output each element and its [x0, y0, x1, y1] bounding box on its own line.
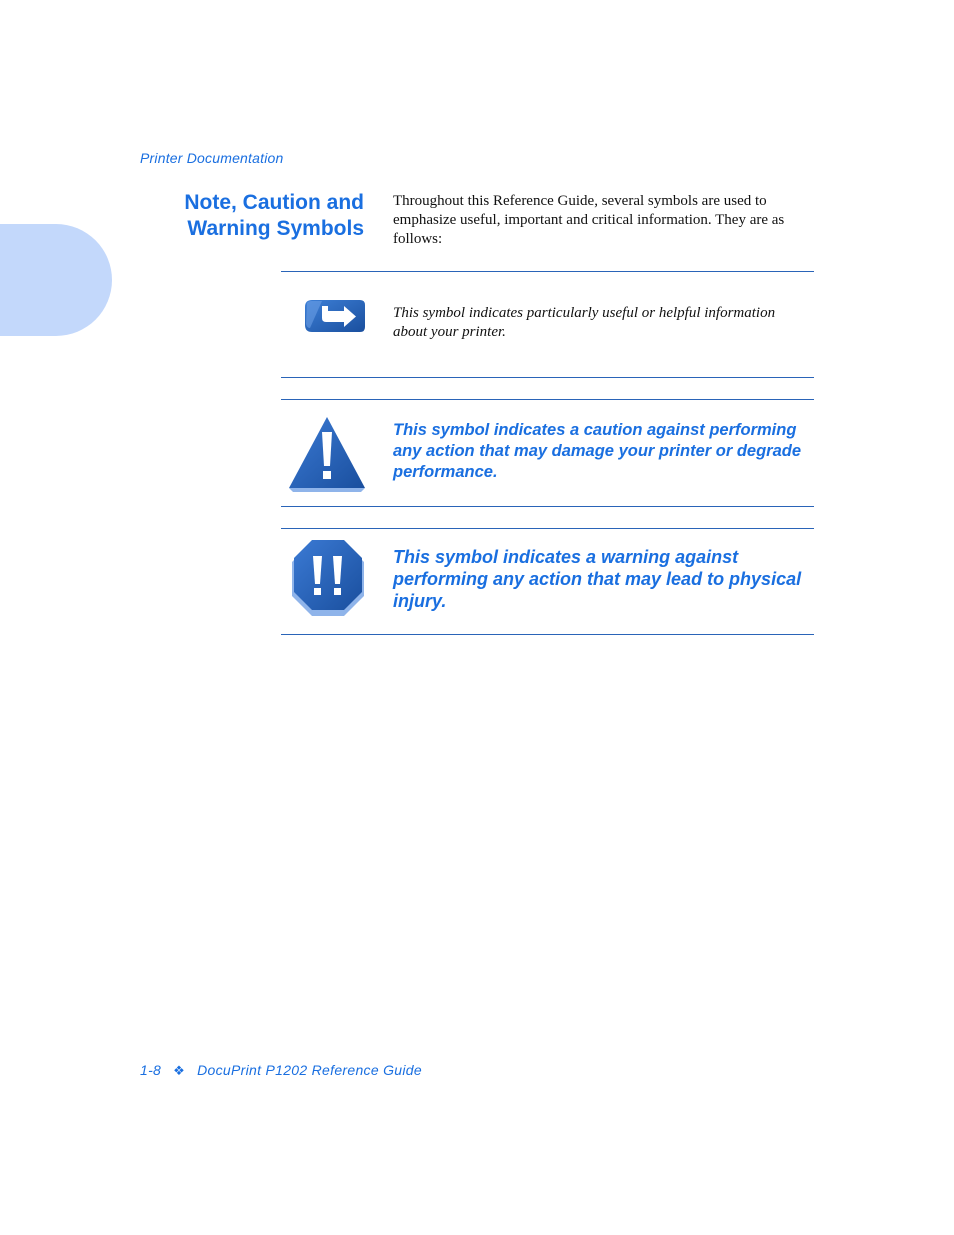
chapter-tab — [0, 224, 112, 336]
section-title — [150, 190, 364, 242]
warning-bottom-rule — [281, 634, 814, 635]
separator-diamond: ❖ — [173, 1063, 186, 1078]
warning-text: This symbol indicates a warning against performing any action that may lead to physical injury. — [393, 547, 802, 611]
note-arrow-icon — [302, 298, 366, 334]
page-footer — [140, 1062, 422, 1079]
caution-text: This symbol indicates a caution against performing any action that may damage your printer or degrade performance. — [393, 421, 802, 481]
note-bottom-rule — [281, 377, 814, 378]
section-title-line-2: Warning Symbols — [187, 217, 364, 240]
page-number: 1-8 — [140, 1062, 162, 1078]
caution-triangle-icon — [286, 414, 368, 494]
caution-bottom-rule — [281, 506, 814, 507]
section-title-line-1: Note, Caution and — [184, 191, 364, 214]
caution-top-rule — [281, 399, 814, 400]
warning-octagon-icon — [290, 538, 366, 624]
note-top-rule — [281, 271, 814, 272]
note-text: This symbol indicates particularly useful or helpful information about your printer. — [393, 305, 776, 340]
warning-top-rule — [281, 528, 814, 529]
intro-paragraph: Throughout this Reference Guide, several symbols are used to emphasize useful, important and critical information. They are as follows: — [393, 193, 785, 247]
running-head: Printer Documentation — [140, 150, 284, 166]
guide-title: DocuPrint P1202 Reference Guide — [197, 1062, 422, 1078]
